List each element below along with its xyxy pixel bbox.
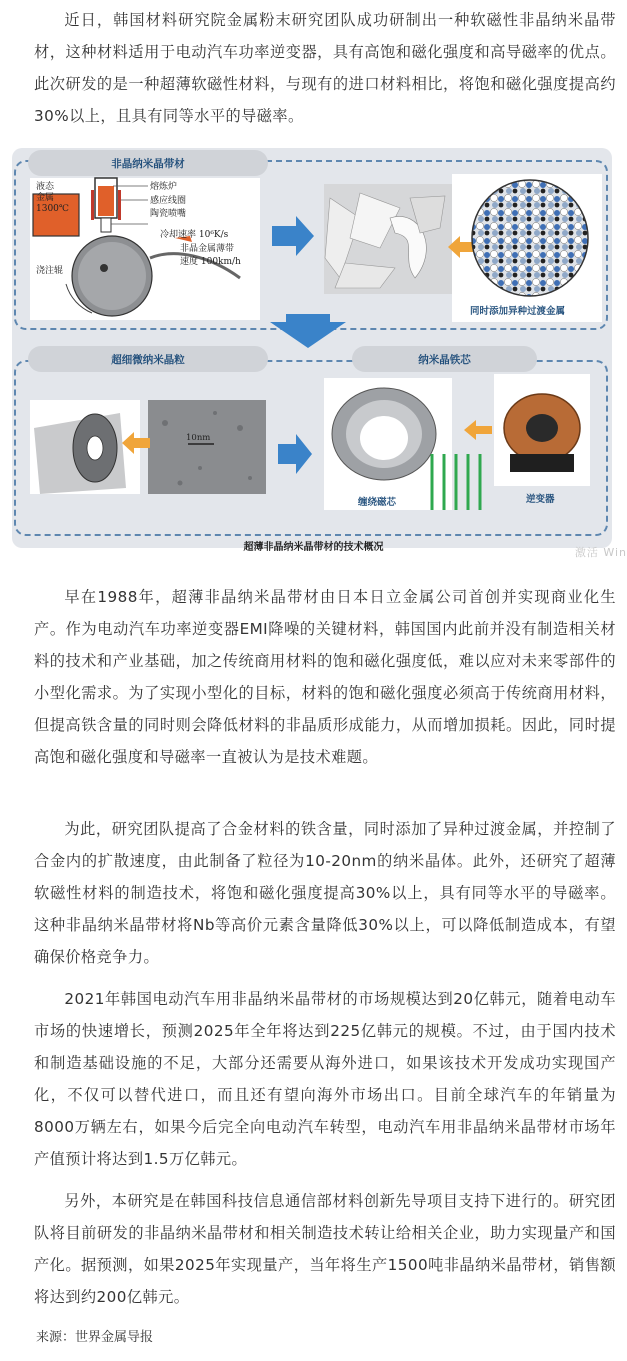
melt-spinning-apparatus [33,178,241,316]
arrow-orange-core [464,420,492,440]
os-watermark: 激活 Win [574,546,627,559]
technology-overview-figure [0,138,627,564]
label-cooling-rate: 冷却速率 10⁶K/s [160,230,229,240]
label-scale: 10nm [186,433,211,443]
microstructure-circle [472,180,588,296]
paragraph-history: 早在1988年，超薄非晶纳米晶带材由日本日立金属公司首创并实现商业化生产。作为电动汽车功率逆变器EMI降噪的关键材料，韩国国内此前并没有制造相关材料的技术和产业基础，加之传统商用材料的饱和磁化强度低，难以应对未来零部件的小型化需求。为了实现小型化的目标，材料的饱和磁化强度必须高于传统商用材料，但提高铁含量的同时则会降低材料的非晶质形成能力，从而增加损耗。因此，同时提高饱和磁化强度和导磁率一直被认为是技术难题。 [34,588,616,766]
arrow-down [270,314,346,348]
label-furnace: 熔炼炉 [150,182,178,192]
tab-nanocrystal-core: 纳米晶铁芯 [352,346,537,372]
label-ribbon-1: 非晶金属薄带 [180,244,235,254]
label-liquid-metal-2: 金属 [36,193,55,203]
arrow-right-top [272,216,314,256]
tab-amorphous-ribbon: 非晶纳米晶带材 [28,150,268,176]
label-inverter: 逆变器 [526,494,555,505]
label-ribbon-2: 速度 100km/h [180,257,241,267]
paragraph-intro: 近日，韩国材料研究院金属粉末研究团队成功研制出一种软磁性非晶纳米晶带材，这种材料适用于电动汽车功率逆变器，具有高饱和磁化强度和高导磁率的优点。此次研发的是一种超薄软磁性材料，与现有的进口材料相比，将饱和磁化强度提高约30%以上，且具有同等水平的导磁率。 [34,11,616,125]
arrow-right-bottom [278,434,312,474]
label-liquid-metal-1: 液态 [36,182,55,192]
label-ceramic-nozzle: 陶瓷喷嘴 [150,209,187,219]
label-casting-roller: 浇注辊 [36,266,64,276]
arrow-orange-bottom [122,432,150,454]
inverter-coil [504,394,580,472]
paragraph-outlook: 另外，本研究是在韩国科技信息通信部材料创新先导项目支持下进行的。研究团队将目前研发的非晶纳米晶带材和相关制造技术转让给相关企业，助力实现量产和国产化。据预测，如果2025年实现量产，当年将生产1500吨非晶纳米晶带材，销售额将达到约200亿韩元。 [34,1192,616,1306]
toroid-core [332,388,436,480]
label-induction-coil: 感应线圈 [150,196,187,206]
label-liquid-metal-temp: 1300℃ [36,204,69,214]
ribbon-roll [34,413,126,494]
paragraph-market: 2021年韩国电动汽车用非晶纳米晶带材的市场规模达到20亿韩元，随着电动车市场的快速增长，预测2025年全年将达到225亿韩元的规模。不过，由于国内技术和制造基础设施的不足，大部分还需要从海外进口，如果该技术开发成功实现国产化，不仅可以替代进口，而且还有望向海外市场出口。目前全球汽车的年销量为8000万辆左右，如果今后完全向电动汽车转型，电动汽车用非晶纳米晶带材市场年产值预计将达到1.5万亿韩元。 [34,990,616,1168]
source-line: 来源：世界金属导报 [36,1330,154,1345]
ribbon-shards [325,193,445,288]
tem-texture [162,411,252,486]
figure-caption: 超薄非晶纳米晶带材的技术概况 [243,542,384,553]
label-winding-core: 缠绕磁芯 [358,497,397,508]
green-stripes [432,454,480,510]
label-add-metal: 同时添加异种过渡金属 [470,306,566,317]
tab-ultrafine-grains: 超细微纳米晶粒 [28,346,268,372]
paragraph-method: 为此，研究团队提高了合金材料的铁含量，同时添加了异种过渡金属，并控制了合金内的扩散速度，由此制备了粒径为10-20nm的纳米晶体。此外，还研究了超薄软磁性材料的制造技术，将饱和磁化强度提高30%以上，具有同等水平的导磁率。这种非晶纳米晶带材将Nb等高价元素含量降低30%以上，可以降低制造成本，有望确保价格竞争力。 [34,820,616,966]
figure-graphics [0,138,627,564]
